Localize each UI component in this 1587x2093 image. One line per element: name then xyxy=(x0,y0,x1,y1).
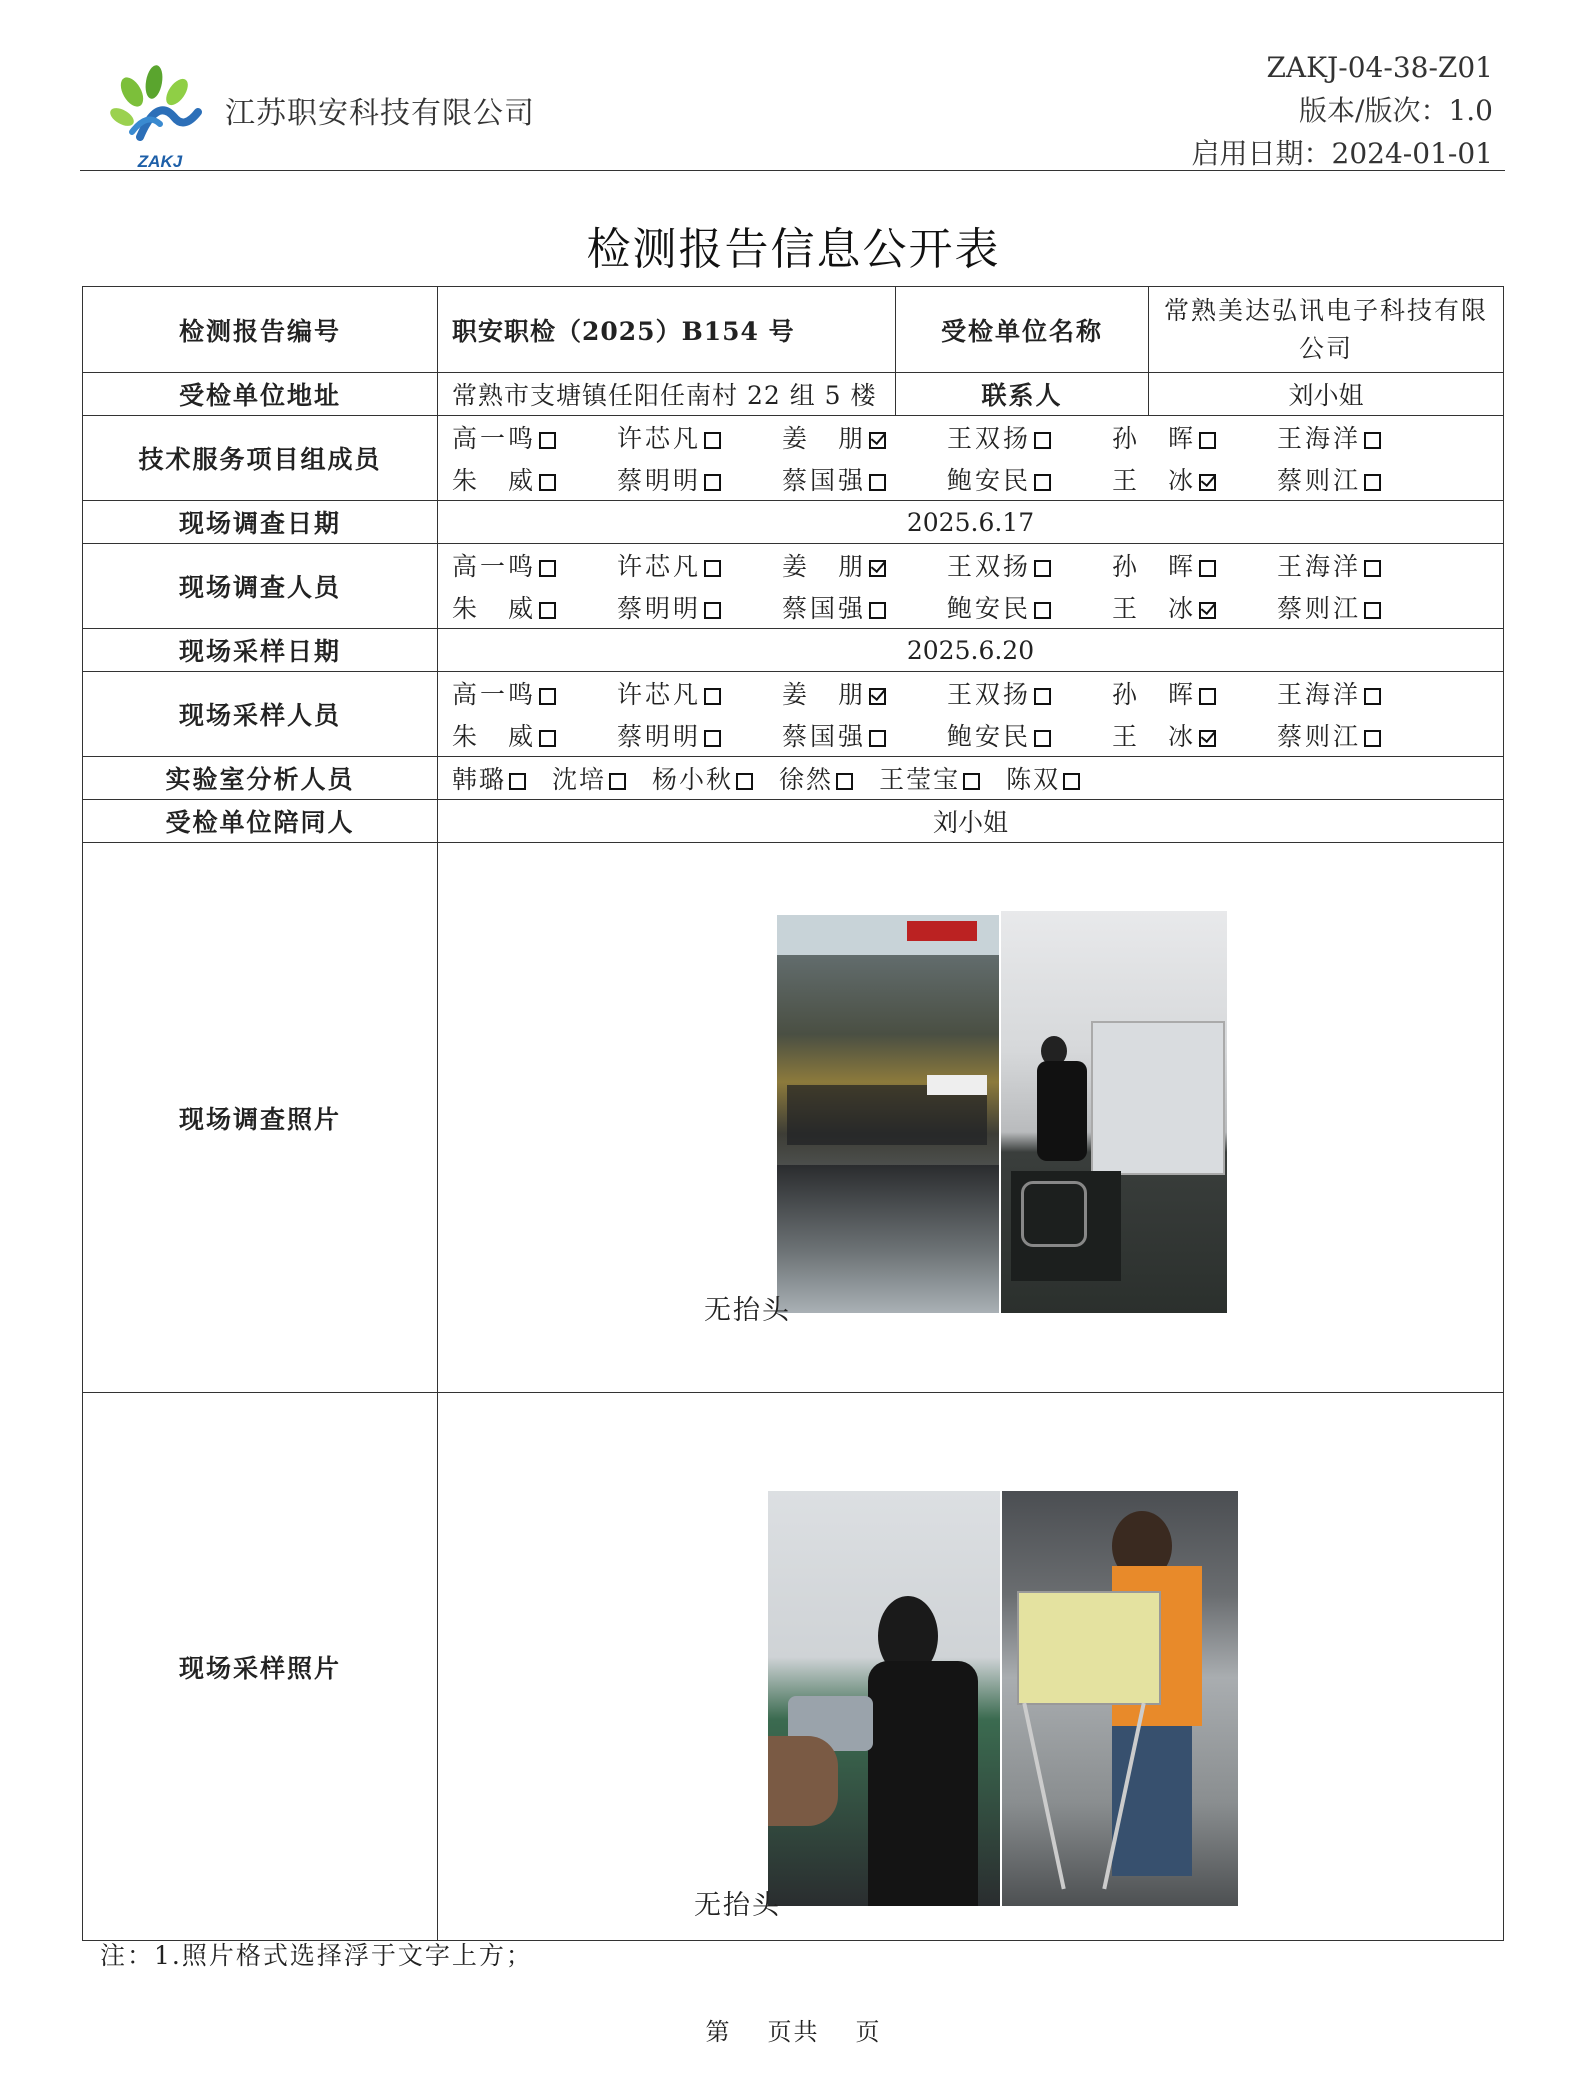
checkbox-icon[interactable] xyxy=(1199,688,1216,705)
staff-item xyxy=(947,675,1112,711)
staff-name: 王 冰 xyxy=(1112,594,1197,623)
unit-address-value: 常熟市支塘镇任阳任南村 22 组 5 楼 xyxy=(438,373,896,416)
staff-name: 蔡明明 xyxy=(617,722,702,751)
staff-name: 蔡国强 xyxy=(782,466,867,495)
staff-name: 朱 威 xyxy=(452,466,537,495)
staff-name: 鲍安民 xyxy=(947,466,1032,495)
staff-item xyxy=(1277,419,1442,455)
footnote: 注：1.照片格式选择浮于文字上方； xyxy=(100,1941,533,1970)
sample-staff-label: 现场采样人员 xyxy=(83,672,438,757)
checkbox-icon[interactable] xyxy=(539,688,556,705)
staff-name: 杨小秋 xyxy=(652,765,734,794)
staff-name: 蔡明明 xyxy=(617,466,702,495)
staff-name: 鲍安民 xyxy=(947,594,1032,623)
staff-item xyxy=(782,461,947,497)
report-no-value: 职安职检（2025）B154 号 xyxy=(438,287,896,373)
staff-name: 陈双 xyxy=(1006,765,1061,794)
team-label: 技术服务项目组成员 xyxy=(83,416,438,501)
staff-item xyxy=(782,717,947,753)
checkbox-icon[interactable] xyxy=(704,560,721,577)
doc-effective-date: 启用日期：2024-01-01 xyxy=(1191,137,1493,170)
staff-name: 许芯凡 xyxy=(617,680,702,709)
staff-name: 王海洋 xyxy=(1277,424,1362,453)
staff-name: 蔡国强 xyxy=(782,594,867,623)
company-name: 江苏职安科技有限公司 xyxy=(225,96,535,131)
checkbox-icon[interactable] xyxy=(1034,432,1051,449)
checkbox-icon[interactable] xyxy=(609,773,626,790)
staff-name: 高一鸣 xyxy=(452,552,537,581)
staff-name: 蔡则江 xyxy=(1277,722,1362,751)
staff-item xyxy=(779,760,853,796)
staff-name: 许芯凡 xyxy=(617,552,702,581)
report-no-label: 检测报告编号 xyxy=(83,287,438,373)
checkbox-icon[interactable] xyxy=(869,602,886,619)
staff-item xyxy=(452,717,617,753)
staff-item xyxy=(947,717,1112,753)
logo-text: ZAKJ xyxy=(137,152,183,171)
staff-item xyxy=(617,419,782,455)
table-row xyxy=(83,800,1504,843)
checkbox-icon[interactable] xyxy=(1063,773,1080,790)
staff-name: 鲍安民 xyxy=(947,722,1032,751)
escort-value: 刘小姐 xyxy=(438,800,1504,843)
staff-item xyxy=(452,461,617,497)
team-members xyxy=(452,419,1489,497)
checkbox-icon[interactable] xyxy=(1364,560,1381,577)
checkbox-icon[interactable] xyxy=(1364,602,1381,619)
lab-staff xyxy=(452,760,1489,796)
staff-name: 王 冰 xyxy=(1112,466,1197,495)
table-row xyxy=(83,629,1504,672)
staff-name: 徐然 xyxy=(779,765,834,794)
staff-item xyxy=(617,675,782,711)
checkbox-icon[interactable] xyxy=(1364,688,1381,705)
checkbox-icon[interactable] xyxy=(1034,474,1051,491)
staff-name: 王双扬 xyxy=(947,552,1032,581)
survey-staff-label: 现场调查人员 xyxy=(83,544,438,629)
staff-name: 孙 晖 xyxy=(1112,680,1197,709)
survey-photo-worker xyxy=(1001,911,1227,1313)
staff-name: 许芯凡 xyxy=(617,424,702,453)
info-table xyxy=(82,286,1504,1941)
staff-name: 孙 晖 xyxy=(1112,424,1197,453)
staff-name: 蔡国强 xyxy=(782,722,867,751)
checked-checkbox-icon[interactable] xyxy=(1199,602,1216,619)
checked-checkbox-icon[interactable] xyxy=(1199,730,1216,747)
checkbox-icon[interactable] xyxy=(869,474,886,491)
staff-item xyxy=(782,419,947,455)
staff-item xyxy=(1112,419,1277,455)
staff-name: 韩璐 xyxy=(452,765,507,794)
survey-photo-label: 现场调查照片 xyxy=(83,843,438,1393)
staff-item xyxy=(947,547,1112,583)
sample-photo-operator xyxy=(768,1491,1000,1906)
table-row xyxy=(83,287,1504,373)
page-label-c: 页 xyxy=(855,2018,882,2046)
checkbox-icon[interactable] xyxy=(539,730,556,747)
table-row xyxy=(83,416,1504,501)
staff-name: 王海洋 xyxy=(1277,552,1362,581)
checkbox-icon[interactable] xyxy=(1199,432,1216,449)
checked-checkbox-icon[interactable] xyxy=(1199,474,1216,491)
table-row xyxy=(83,843,1504,1393)
checkbox-icon[interactable] xyxy=(1034,730,1051,747)
checkbox-icon[interactable] xyxy=(1364,730,1381,747)
checkbox-icon[interactable] xyxy=(836,773,853,790)
staff-item xyxy=(617,547,782,583)
staff-name: 王双扬 xyxy=(947,424,1032,453)
unit-address-label: 受检单位地址 xyxy=(83,373,438,416)
staff-item xyxy=(652,760,753,796)
unit-name-label: 受检单位名称 xyxy=(896,287,1149,373)
table-row xyxy=(83,544,1504,629)
staff-item xyxy=(879,760,980,796)
doc-version: 版本/版次：1.0 xyxy=(1299,94,1493,127)
staff-name: 朱 威 xyxy=(452,594,537,623)
checkbox-icon[interactable] xyxy=(704,432,721,449)
contact-label: 联系人 xyxy=(896,373,1149,416)
page-label-a: 第 xyxy=(705,2018,732,2046)
staff-item xyxy=(1112,461,1277,497)
staff-item xyxy=(1006,760,1080,796)
checked-checkbox-icon[interactable] xyxy=(869,688,886,705)
staff-item xyxy=(1277,461,1442,497)
staff-name: 姜 朋 xyxy=(782,552,867,581)
sample-date-value: 2025.6.20 xyxy=(438,629,1504,672)
staff-item xyxy=(1112,675,1277,711)
staff-item xyxy=(947,589,1112,625)
checkbox-icon[interactable] xyxy=(704,602,721,619)
staff-item xyxy=(947,461,1112,497)
page-label-b: 页共 xyxy=(767,2018,820,2046)
staff-item xyxy=(1277,717,1442,753)
staff-name: 王海洋 xyxy=(1277,680,1362,709)
staff-item xyxy=(947,419,1112,455)
staff-name: 姜 朋 xyxy=(782,680,867,709)
staff-name: 孙 晖 xyxy=(1112,552,1197,581)
sample-date-label: 现场采样日期 xyxy=(83,629,438,672)
staff-item xyxy=(782,589,947,625)
staff-item xyxy=(552,760,626,796)
table-row xyxy=(83,757,1504,800)
staff-name: 高一鸣 xyxy=(452,680,537,709)
checkbox-icon[interactable] xyxy=(539,432,556,449)
table-row xyxy=(83,373,1504,416)
checkbox-icon[interactable] xyxy=(704,730,721,747)
checkbox-icon[interactable] xyxy=(539,602,556,619)
contact-value: 刘小姐 xyxy=(1149,373,1504,416)
staff-item xyxy=(617,717,782,753)
staff-name: 姜 朋 xyxy=(782,424,867,453)
checkbox-icon[interactable] xyxy=(736,773,753,790)
checkbox-icon[interactable] xyxy=(1364,474,1381,491)
staff-name: 蔡则江 xyxy=(1277,594,1362,623)
staff-name: 王 冰 xyxy=(1112,722,1197,751)
checkbox-icon[interactable] xyxy=(1199,560,1216,577)
page-header xyxy=(80,40,1505,171)
staff-item xyxy=(452,419,617,455)
staff-item xyxy=(1112,547,1277,583)
checkbox-icon[interactable] xyxy=(539,560,556,577)
checkbox-icon[interactable] xyxy=(704,688,721,705)
staff-item xyxy=(617,589,782,625)
survey-date-label: 现场调查日期 xyxy=(83,501,438,544)
doc-code: ZAKJ-04-38-Z01 xyxy=(1266,51,1493,84)
checked-checkbox-icon[interactable] xyxy=(869,560,886,577)
staff-item xyxy=(1277,589,1442,625)
staff-item xyxy=(452,589,617,625)
unit-name-value: 常熟美达弘讯电子科技有限公司 xyxy=(1149,287,1504,373)
staff-name: 蔡明明 xyxy=(617,594,702,623)
survey-date-value: 2025.6.17 xyxy=(438,501,1504,544)
table-row xyxy=(83,1393,1504,1941)
checkbox-icon[interactable] xyxy=(1034,560,1051,577)
sample-staff xyxy=(452,675,1489,753)
staff-name: 王双扬 xyxy=(947,680,1032,709)
staff-name: 蔡则江 xyxy=(1277,466,1362,495)
table-row xyxy=(83,672,1504,757)
survey-staff xyxy=(452,547,1489,625)
staff-item xyxy=(1277,547,1442,583)
checkbox-icon[interactable] xyxy=(539,474,556,491)
sample-photo-cell xyxy=(438,1393,1504,1941)
doc-meta xyxy=(1192,46,1493,175)
staff-item xyxy=(452,675,617,711)
checkbox-icon[interactable] xyxy=(1364,432,1381,449)
checked-checkbox-icon[interactable] xyxy=(869,432,886,449)
page-footer xyxy=(0,2012,1587,2047)
sample-photo-instrument xyxy=(1002,1491,1238,1906)
staff-name: 高一鸣 xyxy=(452,424,537,453)
staff-item xyxy=(782,675,947,711)
page-title: 检测报告信息公开表 xyxy=(586,224,1001,275)
checkbox-icon[interactable] xyxy=(1034,688,1051,705)
staff-name: 朱 威 xyxy=(452,722,537,751)
staff-item xyxy=(617,461,782,497)
survey-photo-caption: 无抬头 xyxy=(704,1295,791,1326)
staff-item xyxy=(1112,717,1277,753)
sample-photo-caption: 无抬头 xyxy=(694,1890,781,1921)
sample-photo-label: 现场采样照片 xyxy=(83,1393,438,1941)
staff-item xyxy=(1277,675,1442,711)
checkbox-icon[interactable] xyxy=(509,773,526,790)
table-row xyxy=(83,501,1504,544)
staff-item xyxy=(782,547,947,583)
checkbox-icon[interactable] xyxy=(1034,602,1051,619)
staff-item xyxy=(452,760,526,796)
checkbox-icon[interactable] xyxy=(869,730,886,747)
survey-photo-machine xyxy=(777,915,999,1313)
staff-item xyxy=(452,547,617,583)
survey-photo-cell xyxy=(438,843,1504,1393)
checkbox-icon[interactable] xyxy=(963,773,980,790)
company-logo xyxy=(102,62,212,172)
staff-name: 王莹宝 xyxy=(879,765,961,794)
checkbox-icon[interactable] xyxy=(704,474,721,491)
lab-staff-label: 实验室分析人员 xyxy=(83,757,438,800)
staff-item xyxy=(1112,589,1277,625)
staff-name: 沈培 xyxy=(552,765,607,794)
escort-label: 受检单位陪同人 xyxy=(83,800,438,843)
